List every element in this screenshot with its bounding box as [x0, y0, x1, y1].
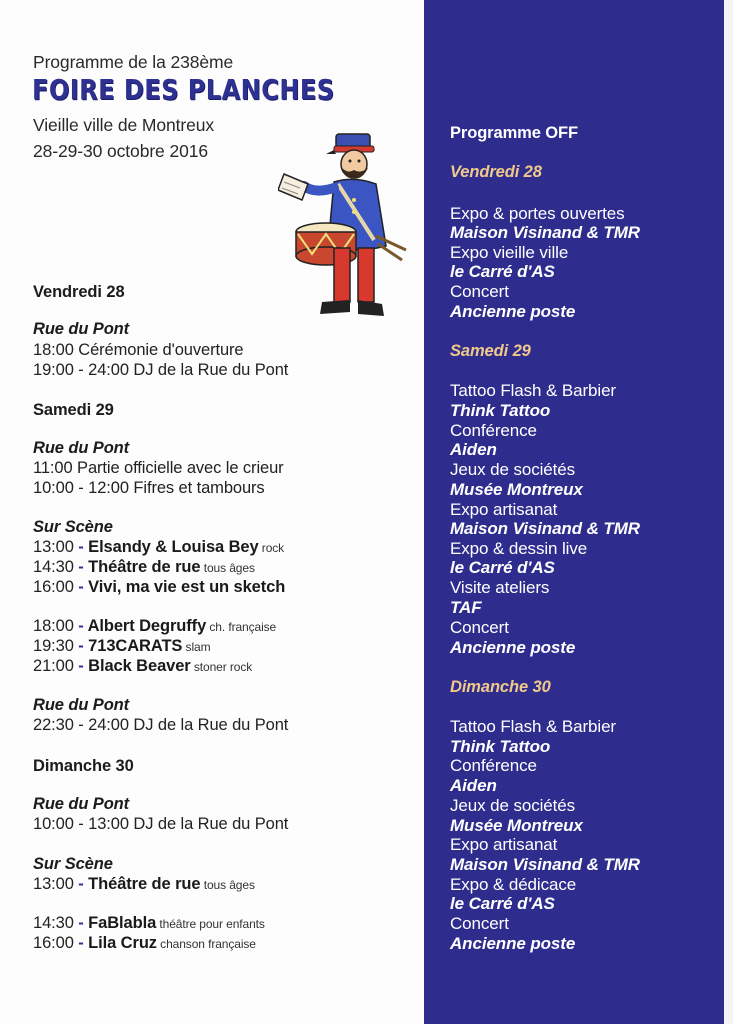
off-venue: le Carré d'AS [450, 262, 555, 281]
stage-entry: 14:30 - FaBlabla théâtre pour enfants [33, 914, 265, 932]
day-heading-friday: Vendredi 28 [33, 283, 125, 301]
off-activity: Tattoo Flash & Barbier [450, 381, 616, 400]
off-activity: Tattoo Flash & Barbier [450, 717, 616, 736]
off-activity: Conférence [450, 421, 537, 440]
off-venue: Think Tattoo [450, 737, 551, 756]
day-heading-sunday: Dimanche 30 [33, 757, 134, 775]
stage-entry: 16:00 - Vivi, ma vie est un sketch [33, 578, 286, 596]
off-venue: Ancienne poste [450, 934, 576, 953]
off-activity: Concert [450, 618, 509, 637]
program-edition: Programme de la 238ème [33, 52, 234, 72]
off-day-heading-friday: Vendredi 28 [450, 163, 542, 181]
stage-entry: 16:00 - Lila Cruz chanson française [33, 934, 256, 952]
stage-entry: 13:00 - Elsandy & Louisa Bey rock [33, 538, 285, 556]
off-activity: Concert [450, 282, 509, 301]
off-venue: Aiden [450, 776, 497, 795]
off-day-heading-sunday: Dimanche 30 [450, 678, 551, 696]
off-activity: Expo & dédicace [450, 875, 577, 894]
off-venue: Maison Visinand & TMR [450, 519, 640, 538]
schedule-entry: 10:00 - 13:00 DJ de la Rue du Pont [33, 815, 289, 833]
event-location: Vieille ville de Montreux [33, 115, 215, 135]
event-title: FOIRE DES PLANCHES [32, 73, 335, 106]
off-venue: TAF [450, 598, 482, 617]
venue-heading: Rue du Pont [33, 320, 130, 338]
venue-heading: Sur Scène [33, 518, 113, 536]
off-day-heading-saturday: Samedi 29 [450, 342, 531, 360]
venue-heading: Rue du Pont [33, 696, 130, 714]
off-activity: Jeux de sociétés [450, 796, 576, 815]
schedule-entry: 11:00 Partie officielle avec le crieur [33, 459, 284, 477]
schedule-entry: 22:30 - 24:00 DJ de la Rue du Pont [33, 716, 289, 734]
page-edge [724, 0, 733, 1024]
off-venue: Aiden [450, 440, 497, 459]
off-activity: Conférence [450, 756, 537, 775]
off-activity: Concert [450, 914, 509, 933]
off-activity: Visite ateliers [450, 578, 550, 597]
off-activity: Expo & portes ouvertes [450, 204, 625, 223]
town-crier-drummer-illustration [278, 128, 413, 328]
off-activity: Jeux de sociétés [450, 460, 576, 479]
off-venue: Ancienne poste [450, 302, 576, 321]
stage-entry: 14:30 - Théâtre de rue tous âges [33, 558, 255, 576]
off-venue: Maison Visinand & TMR [450, 855, 640, 874]
off-venue: Maison Visinand & TMR [450, 223, 640, 242]
schedule-entry: 19:00 - 24:00 DJ de la Rue du Pont [33, 361, 289, 379]
event-dates: 28-29-30 octobre 2016 [33, 141, 208, 161]
stage-entry: 18:00 - Albert Degruffy ch. française [33, 617, 277, 635]
off-program-title: Programme OFF [450, 124, 578, 142]
off-activity: Expo vieille ville [450, 243, 569, 262]
off-activity: Expo & dessin live [450, 539, 588, 558]
schedule-entry: 10:00 - 12:00 Fifres et tambours [33, 479, 265, 497]
stage-entry: 19:30 - 713CARATS slam [33, 637, 211, 655]
venue-heading: Rue du Pont [33, 439, 130, 457]
stage-entry: 13:00 - Théâtre de rue tous âges [33, 875, 255, 893]
schedule-entry: 18:00 Cérémonie d'ouverture [33, 341, 244, 359]
day-heading-saturday: Samedi 29 [33, 401, 114, 419]
venue-heading: Rue du Pont [33, 795, 130, 813]
venue-heading: Sur Scène [33, 855, 113, 873]
off-venue: le Carré d'AS [450, 558, 555, 577]
off-venue: Musée Montreux [450, 816, 583, 835]
stage-entry: 21:00 - Black Beaver stoner rock [33, 657, 253, 675]
off-venue: Ancienne poste [450, 638, 576, 657]
off-activity: Expo artisanat [450, 835, 558, 854]
off-venue: Musée Montreux [450, 480, 583, 499]
off-venue: Think Tattoo [450, 401, 551, 420]
off-venue: le Carré d'AS [450, 894, 555, 913]
off-activity: Expo artisanat [450, 500, 558, 519]
